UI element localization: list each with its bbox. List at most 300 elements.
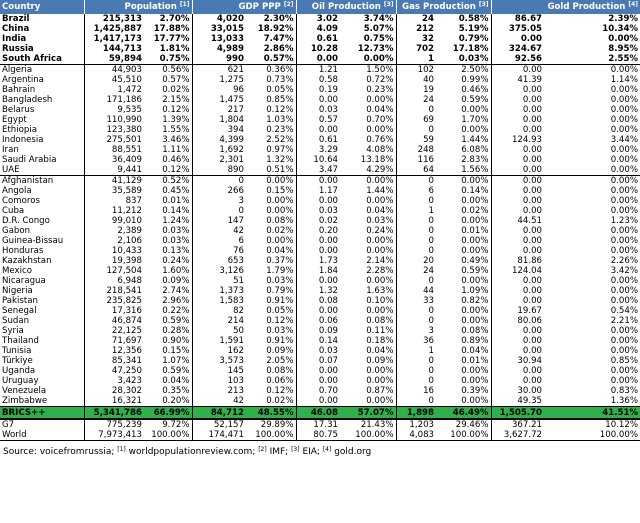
value-cell: 30.94 [491, 356, 544, 366]
value-cell: 0.59% [162, 366, 190, 376]
value-cell: 10.12% [544, 419, 640, 430]
value-cell: 0.76% [366, 135, 394, 145]
value-cell: 2.96% [162, 296, 190, 306]
value-cell: 0.00% [366, 366, 394, 376]
value-cell: 248 [396, 145, 436, 155]
value-cell: 0.72% [366, 75, 394, 85]
value-cell: 0.52% [144, 176, 192, 187]
value-cell: 2.86% [263, 44, 294, 54]
value-cell: 171,186 [84, 95, 144, 105]
value-cell: 0.13% [162, 246, 190, 256]
value-cell: 1,692 [192, 145, 246, 155]
value-cell: 214 [192, 316, 246, 326]
value-cell: 66.99% [144, 407, 192, 420]
value-cell: 1,275 [192, 75, 246, 85]
value-cell: 2,389 [84, 226, 144, 236]
table-body [0, 14, 640, 441]
value-cell: 0.00% [610, 336, 639, 346]
country-cell: Kazakhstan [2, 256, 52, 266]
country-cell: Gabon [2, 226, 31, 236]
value-cell: 144,713 [84, 44, 144, 54]
country-cell: D.R. Congo [2, 216, 50, 226]
table-row [0, 34, 640, 44]
value-cell: 6,948 [84, 276, 144, 286]
country-cell: Indonesia [2, 135, 44, 145]
table-row [0, 95, 640, 105]
value-cell: 0.15% [162, 346, 190, 356]
value-cell: 1,898 [396, 407, 436, 420]
value-cell: 12.73% [357, 44, 394, 54]
table-row [0, 419, 640, 430]
value-cell: 1,203 [396, 419, 436, 430]
value-cell: 49.35 [491, 396, 544, 407]
value-cell: 0.35% [162, 386, 190, 396]
country-cell: Uruguay [2, 376, 39, 386]
value-cell: 96 [192, 85, 246, 95]
value-cell: 13.18% [360, 155, 394, 165]
value-cell: 1.50% [340, 65, 396, 76]
country-cell: Uganda [2, 366, 36, 376]
value-cell: 100.00% [144, 430, 192, 441]
value-cell: 1.17 [296, 186, 340, 196]
value-cell: 2.14% [366, 256, 394, 266]
value-cell: 88,551 [84, 145, 144, 155]
value-cell: 0.00 [491, 296, 544, 306]
value-cell: 0.00% [610, 105, 639, 115]
value-cell: 0.00 [296, 246, 340, 256]
country-cell: Sudan [2, 316, 30, 326]
value-cell: 0.00% [610, 236, 639, 246]
value-cell: 0.00% [610, 125, 639, 135]
value-cell: 0.23% [266, 125, 294, 135]
value-cell: 40 [396, 75, 436, 85]
value-cell: 0.00 [491, 336, 544, 346]
value-cell: 266 [192, 186, 246, 196]
value-cell: 5.19% [458, 24, 489, 34]
country-cell: Zimbabwe [2, 396, 48, 406]
value-cell: 81.86 [491, 256, 544, 266]
value-cell: 3.46% [162, 135, 190, 145]
value-cell: 4,083 [396, 430, 436, 441]
value-cell: 0.00% [461, 306, 489, 316]
value-cell: 0 [396, 125, 436, 135]
value-cell: 0.03% [458, 54, 489, 64]
value-cell: 0.00 [491, 165, 544, 176]
value-cell: 36,409 [84, 155, 144, 165]
value-cell: 0.09% [162, 276, 190, 286]
value-cell: 10.28 [296, 44, 340, 54]
value-cell: 116 [396, 155, 436, 165]
value-cell: 41.39 [491, 75, 544, 85]
table-row [0, 346, 640, 356]
value-cell: 890 [192, 165, 246, 176]
value-cell: 1.11% [162, 145, 190, 155]
value-cell: 0.00% [461, 236, 489, 246]
country-cell: Iran [2, 145, 19, 155]
table-row [0, 75, 640, 85]
value-cell: 0.00 [491, 176, 544, 187]
value-cell: 100.00% [246, 430, 296, 441]
value-cell: 0.00% [461, 276, 489, 286]
value-cell: 375.05 [491, 24, 544, 34]
value-cell: 162 [192, 346, 246, 356]
value-cell: 0.75% [159, 54, 190, 64]
value-cell: 33 [396, 296, 436, 306]
value-cell: 30.00 [491, 386, 544, 396]
country-cell: Afghanistan [0, 176, 84, 187]
value-cell: 0.00 [491, 115, 544, 125]
value-cell: 0.00% [461, 376, 489, 386]
value-cell: 3.02 [296, 14, 340, 24]
country-cell: Belarus [2, 105, 35, 115]
value-cell: 0.09% [266, 346, 294, 356]
value-cell: 0.01% [162, 196, 190, 206]
value-cell: 2.28% [366, 266, 394, 276]
value-cell: 33,015 [192, 24, 246, 34]
value-cell: 0.02 [296, 216, 340, 226]
value-cell: 0.00 [296, 125, 340, 135]
value-cell: 0.14 [296, 336, 340, 346]
value-cell: 9,535 [84, 105, 144, 115]
value-cell: 0 [396, 226, 436, 236]
value-cell: 0.14% [461, 186, 489, 196]
value-cell: 2.15% [162, 95, 190, 105]
value-cell: 0.57% [162, 75, 190, 85]
value-cell: 0.04% [162, 376, 190, 386]
value-cell: 0.00% [366, 276, 394, 286]
header-oil-production: Oil Production [3] [296, 0, 396, 14]
country-cell: Pakistan [2, 296, 38, 306]
value-cell: 0.00 [491, 286, 544, 296]
value-cell: 1.39% [162, 115, 190, 125]
value-cell: 2.55% [608, 54, 639, 64]
table-row [0, 326, 640, 336]
value-cell: 1.84 [296, 266, 340, 276]
value-cell: 0.03% [162, 236, 190, 246]
value-cell: 2.83% [461, 155, 489, 165]
country-cell: Bangladesh [2, 95, 53, 105]
value-cell: 1.63% [366, 286, 394, 296]
value-cell: 0.10% [366, 296, 394, 306]
value-cell: 17.18% [452, 44, 489, 54]
table-row [0, 186, 640, 196]
value-cell: 0.00 [491, 95, 544, 105]
value-cell: 0.02% [162, 85, 190, 95]
value-cell: 1.24% [162, 216, 190, 226]
value-cell: 0.00 [491, 326, 544, 336]
value-cell: 0.59% [461, 95, 489, 105]
value-cell: 1.32% [266, 155, 294, 165]
value-cell: 0.04% [366, 206, 394, 216]
value-cell: 10.34% [602, 24, 639, 34]
value-cell: 32 [396, 34, 436, 44]
value-cell: 0.00% [266, 236, 294, 246]
value-cell: 0.08% [266, 366, 294, 376]
table-row [0, 356, 640, 366]
value-cell: 0.20% [162, 396, 190, 406]
table-row [0, 430, 640, 441]
country-cell: Angola [2, 186, 32, 196]
value-cell: 275,501 [84, 135, 144, 145]
value-cell: 0 [192, 176, 246, 187]
value-cell: 0.20 [296, 226, 340, 236]
value-cell: 0.24% [162, 256, 190, 266]
value-cell: 0 [396, 306, 436, 316]
value-cell: 0.39% [461, 386, 489, 396]
value-cell: 17.88% [153, 24, 190, 34]
value-cell: 0.83% [610, 386, 639, 396]
value-cell: 0.58% [458, 14, 489, 24]
value-cell: 0.06% [266, 376, 294, 386]
value-cell: 100.00% [544, 430, 640, 441]
value-cell: 0.23% [366, 85, 394, 95]
value-cell: 44.51 [491, 216, 544, 226]
value-cell: 2.21% [610, 316, 639, 326]
value-cell: 0 [396, 376, 436, 386]
value-cell: 0.00% [366, 95, 394, 105]
value-cell: 20 [396, 256, 436, 266]
value-cell: 0.00% [610, 376, 639, 386]
value-cell: 0.12% [266, 105, 294, 115]
value-cell: 0.00% [544, 65, 640, 76]
value-cell: 2.39% [608, 14, 639, 24]
value-cell: 0 [396, 366, 436, 376]
value-cell: 0.00% [610, 246, 639, 256]
value-cell: 0.00% [610, 346, 639, 356]
value-cell: 45,510 [84, 75, 144, 85]
value-cell: 0.73% [266, 75, 294, 85]
value-cell: 0.00% [266, 206, 294, 216]
value-cell: 0 [396, 396, 436, 407]
value-cell: 0.37% [266, 256, 294, 266]
value-cell: 35,589 [84, 186, 144, 196]
value-cell: 0.00% [610, 206, 639, 216]
value-cell: 71,697 [84, 336, 144, 346]
country-cell: Syria [2, 326, 24, 336]
value-cell: 0.05% [266, 306, 294, 316]
table-row [0, 296, 640, 306]
value-cell: 10,433 [84, 246, 144, 256]
country-cell: South Africa [2, 54, 62, 64]
value-cell: 4.09 [296, 24, 340, 34]
table-row [0, 115, 640, 125]
value-cell: 0.03% [266, 276, 294, 286]
country-cell: Saudi Arabia [2, 155, 57, 165]
value-cell: 1.32 [296, 286, 340, 296]
value-cell: 0.00% [610, 95, 639, 105]
value-cell: 0.87% [366, 386, 394, 396]
value-cell: 0.00% [366, 196, 394, 206]
header-population: Population [1] [84, 0, 192, 14]
value-cell: 0.08% [266, 216, 294, 226]
value-cell: 0.00% [608, 34, 639, 44]
table-row [0, 125, 640, 135]
value-cell: 99,010 [84, 216, 144, 226]
value-cell: 653 [192, 256, 246, 266]
value-cell: 0.00% [461, 125, 489, 135]
value-cell: 42 [192, 396, 246, 407]
value-cell: 3.74% [363, 14, 394, 24]
value-cell: 22,125 [84, 326, 144, 336]
value-cell: 0.00 [491, 105, 544, 115]
value-cell: 80.06 [491, 316, 544, 326]
value-cell: 0.58 [296, 75, 340, 85]
value-cell: 24 [396, 14, 436, 24]
value-cell: 0.00 [296, 366, 340, 376]
country-cell: Brazil [2, 14, 30, 24]
value-cell: 1,583 [192, 296, 246, 306]
country-cell: UAE [2, 165, 20, 175]
table-row [0, 145, 640, 155]
value-cell: 1.23% [610, 216, 639, 226]
value-cell: 1,505.70 [491, 407, 544, 420]
country-cell: Comoros [2, 196, 40, 206]
country-cell: Honduras [2, 246, 44, 256]
value-cell: 6 [396, 186, 436, 196]
table-row [0, 286, 640, 296]
table-row [0, 306, 640, 316]
value-cell: 5,341,786 [84, 407, 144, 420]
value-cell: 127,504 [84, 266, 144, 276]
value-cell: 0.00% [610, 115, 639, 125]
table-row [0, 226, 640, 236]
value-cell: 174,471 [192, 430, 246, 441]
value-cell: 42 [192, 226, 246, 236]
value-cell: 1,373 [192, 286, 246, 296]
value-cell: 3 [396, 326, 436, 336]
value-cell: 64 [396, 165, 436, 176]
value-cell: 4,399 [192, 135, 246, 145]
value-cell: 1,591 [192, 336, 246, 346]
header-gold-production: Gold Production [4] [491, 0, 640, 14]
value-cell: 0.70 [296, 386, 340, 396]
value-cell: 51 [192, 276, 246, 286]
table-row [0, 246, 640, 256]
value-cell: 0.00 [491, 236, 544, 246]
value-cell: 0.61 [296, 34, 340, 44]
value-cell: 0.82% [461, 296, 489, 306]
table-row [0, 24, 640, 34]
value-cell: 0.00 [491, 276, 544, 286]
value-cell: 0.11% [366, 326, 394, 336]
value-cell: 0.00% [461, 246, 489, 256]
value-cell: 6.08% [461, 145, 489, 155]
value-cell: 0 [396, 246, 436, 256]
value-cell: 0.00% [610, 186, 639, 196]
value-cell: 46.49% [436, 407, 491, 420]
value-cell: 80.75 [296, 430, 340, 441]
table-row [0, 336, 640, 346]
value-cell: 2.74% [162, 286, 190, 296]
value-cell: 29.89% [246, 419, 296, 430]
value-cell: 0.00% [610, 366, 639, 376]
value-cell: 0.01% [461, 356, 489, 366]
value-cell: 2.05% [266, 356, 294, 366]
value-cell: 217 [192, 105, 246, 115]
value-cell: 1.03% [266, 115, 294, 125]
value-cell: 0.03 [296, 346, 340, 356]
table-row [0, 196, 640, 206]
value-cell: 47,250 [84, 366, 144, 376]
value-cell: 0.02% [266, 226, 294, 236]
value-cell: 0.15% [266, 186, 294, 196]
value-cell: 9.72% [144, 419, 192, 430]
value-cell: 2.50% [436, 65, 491, 76]
value-cell: 0.00% [610, 226, 639, 236]
value-cell: 57.07% [340, 407, 396, 420]
value-cell: 0.00 [296, 95, 340, 105]
value-cell: 48.55% [246, 407, 296, 420]
value-cell: 7.47% [263, 34, 294, 44]
value-cell: 12,356 [84, 346, 144, 356]
value-cell: 0 [396, 316, 436, 326]
value-cell: 0.00% [340, 176, 396, 187]
value-cell: 0.08% [366, 316, 394, 326]
value-cell: 3 [192, 196, 246, 206]
value-cell: 6 [192, 236, 246, 246]
value-cell: 0.14% [162, 206, 190, 216]
table-header [0, 0, 640, 14]
value-cell: 2.26% [610, 256, 639, 266]
value-cell: 702 [396, 44, 436, 54]
value-cell: 3,627.72 [491, 430, 544, 441]
value-cell: 0.85% [266, 95, 294, 105]
value-cell: 0.00% [461, 366, 489, 376]
value-cell: 2,301 [192, 155, 246, 165]
table-row [0, 105, 640, 115]
value-cell: 92.56 [491, 54, 544, 65]
value-cell: 1.09% [461, 286, 489, 296]
value-cell: 0.03% [266, 326, 294, 336]
value-cell: 0.59% [162, 316, 190, 326]
value-cell: 0 [396, 356, 436, 366]
value-cell: 0.12% [266, 386, 294, 396]
value-cell: 0.05% [266, 85, 294, 95]
value-cell: 0.07 [296, 356, 340, 366]
value-cell: 0.00% [461, 316, 489, 326]
value-cell: 1.36% [610, 396, 639, 406]
country-cell: Bahrain [2, 85, 36, 95]
table-row [0, 206, 640, 216]
country-cell: Ethiopia [2, 125, 38, 135]
value-cell: 16,321 [84, 396, 144, 407]
value-cell: 0.00 [491, 34, 544, 44]
value-cell: 59,894 [84, 54, 144, 65]
table-row [0, 396, 640, 407]
header-gas-production: Gas Production [3] [396, 0, 491, 14]
value-cell: 0.12% [162, 165, 190, 175]
value-cell: 1.81% [159, 44, 190, 54]
value-cell: 2.52% [266, 135, 294, 145]
value-cell: 17,316 [84, 306, 144, 316]
value-cell: 0.22% [162, 306, 190, 316]
value-cell: 0.85% [610, 356, 639, 366]
value-cell: 0.00% [461, 216, 489, 226]
value-cell: 0.01% [461, 226, 489, 236]
value-cell: 0.00% [366, 306, 394, 316]
value-cell: 0.00 [491, 145, 544, 155]
value-cell: 0.00 [491, 376, 544, 386]
table-row [0, 407, 640, 420]
value-cell: 0.00 [296, 376, 340, 386]
table-row [0, 135, 640, 145]
country-cell: Tunisia [2, 346, 32, 356]
value-cell: 0.00% [461, 396, 489, 406]
value-cell: 0.79% [458, 34, 489, 44]
value-cell: 0.00% [366, 376, 394, 386]
table-row [0, 85, 640, 95]
value-cell: 17.77% [153, 34, 190, 44]
